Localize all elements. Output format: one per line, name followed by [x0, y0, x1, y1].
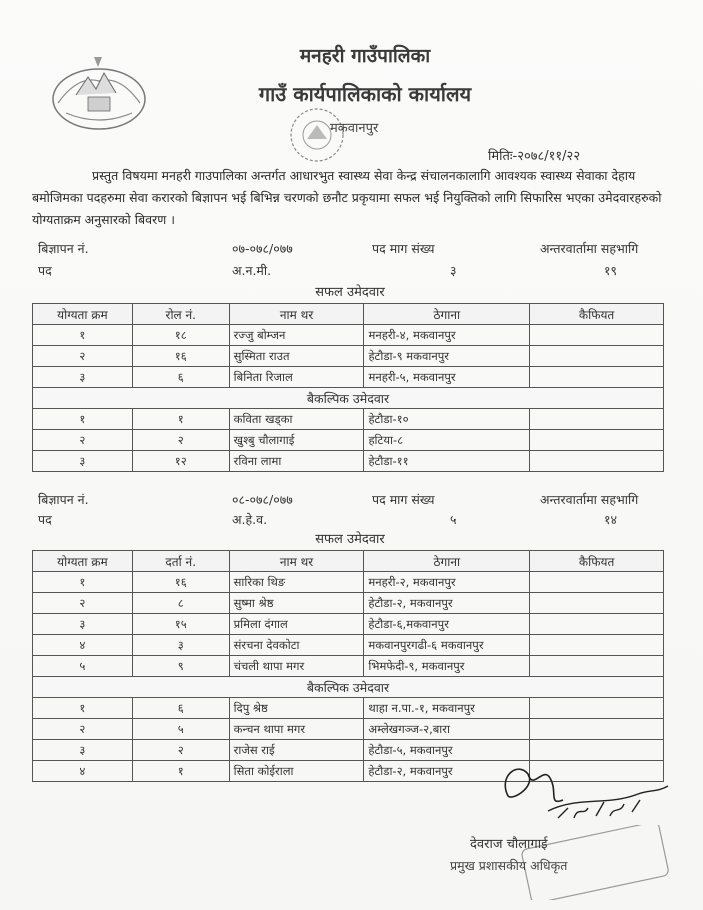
table-row	[33, 346, 664, 367]
col-regno-header: दर्ता नं.	[132, 551, 229, 572]
candidates-table-2	[32, 550, 664, 782]
municipality-name: मनहरी गाउँपालिका	[299, 45, 431, 67]
name-cell: प्रमिला दंगाल	[229, 614, 364, 635]
remark-cell	[530, 593, 664, 614]
post-label-2: पद	[38, 512, 52, 527]
name-cell: खुश्बु चौलागाई	[229, 430, 364, 451]
address-cell: मनहरी-२, मकवानपुर	[364, 572, 530, 593]
address-cell: मकवानपुरगढी-६ मकवानपुर	[364, 635, 530, 656]
roll-cell: ६	[132, 698, 229, 719]
rank-cell: १	[33, 409, 133, 430]
table-row	[33, 656, 664, 677]
letter-date: मितिः-२०७८/११/२२	[488, 149, 581, 164]
address-cell: हेटौडा-६,मकवानपुर	[364, 614, 530, 635]
col-address-header: ठेगाना	[364, 304, 530, 325]
handwritten-signature-icon	[488, 756, 678, 836]
post-name-1: अ.न.मी.	[232, 263, 272, 278]
name-cell: चंचली थापा मगर	[229, 656, 364, 677]
name-cell: कविता खड्का	[229, 409, 364, 430]
signer-title: प्रमुख प्रशासकीय अधिकृत	[450, 858, 568, 873]
name-cell: राजेस राई	[229, 740, 364, 761]
col-rank-header: योग्यता क्रम	[33, 551, 133, 572]
roll-cell: ६	[132, 367, 229, 388]
rank-cell: २	[33, 430, 133, 451]
remark-cell	[530, 572, 664, 593]
name-cell: रविना लामा	[229, 451, 364, 472]
post-count-label-2: पद माग संख्य	[372, 492, 435, 507]
roll-cell: ३	[132, 635, 229, 656]
rank-cell: ४	[33, 635, 133, 656]
col-remark-header: कैफियत	[530, 304, 664, 325]
rank-cell: ३	[33, 614, 133, 635]
interview-count-2: १४	[604, 512, 618, 527]
rank-cell: ३	[33, 740, 133, 761]
signer-name: देवराज चौलागाई	[470, 837, 548, 852]
office-name: गाउँ कार्यपालिकाको कार्यालय	[258, 82, 472, 106]
ad-number-2: ०८-०७८/०७७	[232, 492, 293, 507]
remark-cell	[530, 719, 664, 740]
table-row	[33, 325, 664, 346]
remark-cell	[530, 656, 664, 677]
remark-cell	[530, 451, 664, 472]
address-cell: हेटौडा-११	[364, 451, 530, 472]
rank-cell: २	[33, 719, 133, 740]
candidates-table-1	[32, 303, 664, 472]
table-header-row	[33, 551, 664, 572]
rank-cell: ३	[33, 367, 133, 388]
name-cell: कन्चन थापा मगर	[229, 719, 364, 740]
remark-cell	[530, 409, 664, 430]
remark-cell	[530, 325, 664, 346]
post-count-1: ३	[450, 263, 457, 278]
name-cell: सुस्मिता राउत	[229, 346, 364, 367]
name-cell: सिता कोईराला	[229, 761, 364, 782]
table-row	[33, 635, 664, 656]
table-row	[33, 409, 664, 430]
roll-cell: १५	[132, 614, 229, 635]
roll-cell: ५	[132, 719, 229, 740]
name-cell: रज्जु बोम्जन	[229, 325, 364, 346]
roll-cell: १	[132, 761, 229, 782]
rank-cell: १	[33, 325, 133, 346]
roll-cell: १६	[132, 572, 229, 593]
alt-caption-2: बैकल्पिक उमेदवार	[33, 677, 664, 698]
col-address-header: ठेगाना	[364, 551, 530, 572]
roll-cell: ९	[132, 656, 229, 677]
post-name-2: अ.हे.व.	[232, 512, 268, 527]
roll-cell: २	[132, 740, 229, 761]
office-address: मकवानपुर	[330, 121, 379, 136]
name-cell: सुष्मा श्रेष्ठ	[229, 593, 364, 614]
success-caption-1: सफल उमेदवार	[315, 285, 385, 300]
col-name-header: नाम थर	[229, 304, 364, 325]
roll-cell: २	[132, 430, 229, 451]
table-header-row	[33, 304, 664, 325]
rank-cell: २	[33, 346, 133, 367]
address-cell: हटिया-८	[364, 430, 530, 451]
rank-cell: ३	[33, 451, 133, 472]
roll-cell: १६	[132, 346, 229, 367]
ad-label-1: बिज्ञापन नं.	[38, 241, 89, 256]
ad-label-2: बिज्ञापन नं.	[38, 492, 89, 507]
table-row	[33, 367, 664, 388]
success-caption-2: सफल उमेदवार	[315, 532, 385, 547]
address-cell: हेटौडा-९ मकवानपुर	[364, 346, 530, 367]
table-row	[33, 614, 664, 635]
col-rank-header: योग्यता क्रम	[33, 304, 133, 325]
alt-caption-1: बैकल्पिक उमेदवार	[33, 388, 664, 409]
address-cell: भिमफेदी-९, मकवानपुर	[364, 656, 530, 677]
address-cell: मनहरी-५, मकवानपुर	[364, 367, 530, 388]
post-label-1: पद	[38, 263, 52, 278]
rank-cell: १	[33, 698, 133, 719]
col-name-header: नाम थर	[229, 551, 364, 572]
alt-caption-row	[33, 677, 664, 698]
roll-cell: १	[132, 409, 229, 430]
table-row	[33, 593, 664, 614]
address-cell: हेटौडा-२, मकवानपुर	[364, 593, 530, 614]
roll-cell: १८	[132, 325, 229, 346]
table-row	[33, 719, 664, 740]
rank-cell: ४	[33, 761, 133, 782]
address-cell: थाहा न.पा.-१, मकवानपुर	[364, 698, 530, 719]
alt-caption-row	[33, 388, 664, 409]
post-count-2: ५	[450, 512, 457, 527]
remark-cell	[530, 698, 664, 719]
name-cell: दिपु श्रेष्ठ	[229, 698, 364, 719]
remark-cell	[530, 430, 664, 451]
government-emblem-icon	[48, 55, 150, 133]
rank-cell: २	[33, 593, 133, 614]
interview-count-1: १९	[604, 263, 618, 278]
col-remark-header: कैफियत	[530, 551, 664, 572]
name-cell: संरचना देवकोटा	[229, 635, 364, 656]
remark-cell	[530, 346, 664, 367]
remark-cell	[530, 367, 664, 388]
address-cell: हेटौडा-१०	[364, 409, 530, 430]
address-cell: हेटौडा-२, मकवानपुर	[364, 761, 530, 782]
address-cell: अम्लेखगञ्ज-२,बारा	[364, 719, 530, 740]
remark-cell	[530, 635, 664, 656]
roll-cell: १२	[132, 451, 229, 472]
table-row	[33, 430, 664, 451]
table-row	[33, 572, 664, 593]
table-row	[33, 451, 664, 472]
remark-cell	[530, 614, 664, 635]
roll-cell: ८	[132, 593, 229, 614]
address-cell: हेटौडा-५, मकवानपुर	[364, 740, 530, 761]
rank-cell: १	[33, 572, 133, 593]
intro-paragraph: प्रस्तुत विषयमा मनहरी गाउपालिका अन्तर्गत आधारभुत स्वास्थ्य सेवा केन्द्र संचालनकालागि आवश्यक स्वास्थ्य सेवाका देहाय बमोजिमका पदहरुमा सेवा करारको बिज्ञापन भई बिभिन्न चरणको छनौट प्रकृयामा सफल भई नियुक्तिको लागि सिफारिस भएका उमेदवारहरुको योग्यताक्रम अनुसारको बिवरण ।	[32, 168, 662, 227]
address-cell: मनहरी-४, मकवानपुर	[364, 325, 530, 346]
post-count-label-1: पद माग संख्य	[372, 241, 435, 256]
table-row	[33, 698, 664, 719]
name-cell: बिनिता रिजाल	[229, 367, 364, 388]
interview-label-1: अन्तरवार्तामा सहभागि	[540, 241, 639, 256]
col-roll-header: रोल नं.	[132, 304, 229, 325]
ad-number-1: ०७-०७८/०७७	[232, 241, 293, 256]
interview-label-2: अन्तरवार्तामा सहभागि	[540, 492, 639, 507]
name-cell: सारिका थिङ	[229, 572, 364, 593]
rank-cell: ५	[33, 656, 133, 677]
